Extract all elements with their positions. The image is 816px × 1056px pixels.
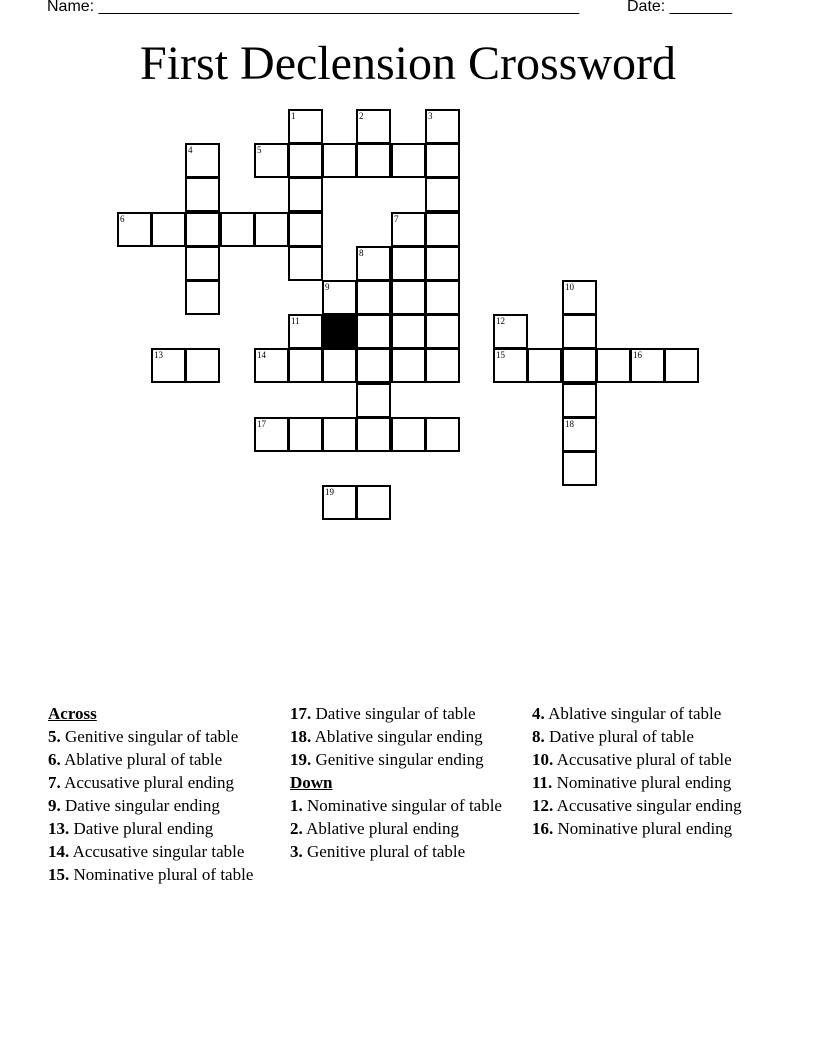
clue-number-label: 6 — [120, 214, 125, 224]
crossword-cell[interactable] — [288, 212, 323, 247]
clue-text: Dative singular ending — [65, 796, 220, 815]
clue-number: 13. — [48, 819, 70, 838]
page-title: First Declension Crossword — [140, 37, 676, 90]
crossword-cell[interactable] — [254, 212, 289, 247]
crossword-cell[interactable] — [185, 246, 220, 281]
clue-across-5 — [48, 727, 280, 746]
clue-text: Accusative singular ending — [556, 796, 742, 815]
crossword-cell[interactable] — [425, 177, 460, 212]
crossword-cell[interactable] — [185, 177, 220, 212]
clue-number: 6. — [48, 750, 61, 769]
clue-text: Nominative plural of table — [73, 865, 254, 884]
date-blank[interactable]: _______ — [669, 0, 732, 15]
clue-number-label: 7 — [394, 214, 399, 224]
crossword-cell[interactable] — [562, 383, 597, 418]
clue-down-1 — [290, 796, 522, 815]
clue-across-14 — [48, 842, 280, 861]
clue-down-4 — [532, 704, 764, 723]
clue-across-17 — [290, 704, 522, 723]
clue-text: Accusative plural ending — [64, 773, 235, 792]
clue-number: 14. — [48, 842, 70, 861]
crossword-cell[interactable] — [391, 314, 426, 349]
clue-across-19 — [290, 750, 522, 769]
crossword-cell[interactable] — [288, 143, 323, 178]
crossword-cell[interactable] — [527, 348, 562, 383]
crossword-cell[interactable] — [391, 246, 426, 281]
crossword-cell-15[interactable] — [493, 348, 528, 383]
name-label: Name: — [47, 0, 99, 15]
crossword-cell-6[interactable] — [117, 212, 152, 247]
crossword-cell[interactable] — [425, 314, 460, 349]
crossword-cell[interactable] — [322, 348, 357, 383]
crossword-cell[interactable] — [356, 280, 391, 315]
clue-text: Ablative singular ending — [314, 727, 483, 746]
crossword-cell[interactable] — [664, 348, 699, 383]
clue-text: Accusative singular table — [72, 842, 245, 861]
clue-number-label: 4 — [188, 145, 193, 155]
clue-number: 4. — [532, 704, 545, 723]
clue-number: 19. — [290, 750, 312, 769]
crossword-cell[interactable] — [288, 417, 323, 452]
crossword-cell[interactable] — [391, 417, 426, 452]
crossword-cell-5[interactable] — [254, 143, 289, 178]
clue-down-2 — [290, 819, 522, 838]
crossword-cell[interactable] — [425, 417, 460, 452]
clue-text: Genitive singular ending — [315, 750, 484, 769]
clue-number: 5. — [48, 727, 61, 746]
clue-number: 16. — [532, 819, 554, 838]
clue-number-label: 5 — [257, 145, 262, 155]
crossword-cell-7[interactable] — [391, 212, 426, 247]
crossword-cell[interactable] — [185, 280, 220, 315]
crossword-cell[interactable] — [356, 485, 391, 520]
crossword-cell[interactable] — [288, 348, 323, 383]
clue-text: Ablative plural of table — [64, 750, 223, 769]
crossword-cell[interactable] — [425, 143, 460, 178]
crossword-cell[interactable] — [185, 212, 220, 247]
clue-across-13 — [48, 819, 280, 838]
clue-across-6 — [48, 750, 280, 769]
crossword-cell-4[interactable] — [185, 143, 220, 178]
clue-across-18 — [290, 727, 522, 746]
crossword-cell-9[interactable] — [322, 280, 357, 315]
down-heading: Down — [290, 773, 333, 792]
name-blank[interactable]: ______________________________________________________ — [98, 0, 580, 15]
crossword-cell[interactable] — [596, 348, 631, 383]
crossword-cell-19[interactable] — [322, 485, 357, 520]
crossword-cell-13[interactable] — [151, 348, 186, 383]
crossword-cell-14[interactable] — [254, 348, 289, 383]
clue-down-11 — [532, 773, 764, 792]
crossword-cell[interactable] — [151, 212, 186, 247]
crossword-cell-3[interactable] — [425, 109, 460, 144]
clue-number: 12. — [532, 796, 554, 815]
crossword-cell[interactable] — [220, 212, 255, 247]
clue-number: 18. — [290, 727, 312, 746]
clue-text: Ablative singular of table — [548, 704, 722, 723]
clue-across-9 — [48, 796, 280, 815]
clue-number: 10. — [532, 750, 554, 769]
clue-number-label: 18 — [565, 419, 574, 429]
clue-down-16 — [532, 819, 764, 838]
crossword-cell[interactable] — [322, 417, 357, 452]
crossword-cell[interactable] — [356, 143, 391, 178]
clue-text: Nominative singular of table — [307, 796, 502, 815]
crossword-cell[interactable] — [185, 348, 220, 383]
clue-number-label: 10 — [565, 282, 574, 292]
clue-down-8 — [532, 727, 764, 746]
clue-number-label: 19 — [325, 487, 334, 497]
clue-text: Ablative plural ending — [306, 819, 460, 838]
header-line — [47, 0, 747, 16]
clue-number-label: 14 — [257, 350, 266, 360]
clue-across-15 — [48, 865, 280, 884]
crossword-cell[interactable] — [288, 177, 323, 212]
clue-down-3 — [290, 842, 522, 861]
clue-text: Dative plural ending — [73, 819, 214, 838]
clue-column-2 — [290, 704, 522, 865]
clue-text: Accusative plural of table — [556, 750, 732, 769]
clue-number-label: 12 — [496, 316, 505, 326]
crossword-cell-1[interactable] — [288, 109, 323, 144]
clue-across-7 — [48, 773, 280, 792]
clue-number: 1. — [290, 796, 303, 815]
crossword-cell[interactable] — [425, 348, 460, 383]
clue-number-label: 1 — [291, 111, 296, 121]
clue-number-label: 15 — [496, 350, 505, 360]
crossword-cell[interactable] — [391, 143, 426, 178]
clue-number: 3. — [290, 842, 303, 861]
crossword-cell[interactable] — [425, 280, 460, 315]
clue-number: 11. — [532, 773, 553, 792]
clue-text: Dative singular of table — [315, 704, 476, 723]
clue-number-label: 16 — [633, 350, 642, 360]
crossword-cell[interactable] — [391, 280, 426, 315]
clue-number: 17. — [290, 704, 312, 723]
clue-number: 9. — [48, 796, 61, 815]
clue-down-12 — [532, 796, 764, 815]
crossword-cell[interactable] — [288, 246, 323, 281]
crossword-cell[interactable] — [356, 348, 391, 383]
crossword-cell[interactable] — [356, 417, 391, 452]
date-field — [627, 0, 732, 16]
crossword-cell-12[interactable] — [493, 314, 528, 349]
crossword-cell-11[interactable] — [288, 314, 323, 349]
clue-column-3 — [532, 704, 764, 842]
clue-number: 8. — [532, 727, 545, 746]
clue-text: Dative plural of table — [549, 727, 694, 746]
clue-column-1 — [48, 704, 280, 888]
crossword-cell[interactable] — [356, 314, 391, 349]
crossword-cell-2[interactable] — [356, 109, 391, 144]
crossword-block — [322, 314, 357, 349]
clue-number-label: 13 — [154, 350, 163, 360]
across-heading: Across — [48, 704, 97, 723]
clue-text: Nominative plural ending — [556, 773, 732, 792]
crossword-cell[interactable] — [425, 246, 460, 281]
clue-text: Nominative plural ending — [557, 819, 733, 838]
clue-down-10 — [532, 750, 764, 769]
clue-number-label: 8 — [359, 248, 364, 258]
crossword-cell-8[interactable] — [356, 246, 391, 281]
crossword-cell-18[interactable] — [562, 417, 597, 452]
clue-number-label: 17 — [257, 419, 266, 429]
clue-text: Genitive plural of table — [307, 842, 466, 861]
clue-number-label: 9 — [325, 282, 330, 292]
crossword-cell-10[interactable] — [562, 280, 597, 315]
clue-number: 7. — [48, 773, 61, 792]
crossword-cell[interactable] — [562, 348, 597, 383]
clue-number-label: 11 — [291, 316, 300, 326]
clue-number-label: 3 — [428, 111, 433, 121]
crossword-cell[interactable] — [425, 212, 460, 247]
clue-text: Genitive singular of table — [65, 727, 239, 746]
crossword-cell[interactable] — [562, 451, 597, 486]
crossword-cell-16[interactable] — [630, 348, 665, 383]
clue-number: 2. — [290, 819, 303, 838]
clue-number-label: 2 — [359, 111, 364, 121]
clue-number: 15. — [48, 865, 70, 884]
crossword-cell[interactable] — [562, 314, 597, 349]
crossword-cell-17[interactable] — [254, 417, 289, 452]
crossword-cell[interactable] — [322, 143, 357, 178]
date-label: Date: — [627, 0, 670, 15]
crossword-cell[interactable] — [356, 383, 391, 418]
crossword-cell[interactable] — [391, 348, 426, 383]
